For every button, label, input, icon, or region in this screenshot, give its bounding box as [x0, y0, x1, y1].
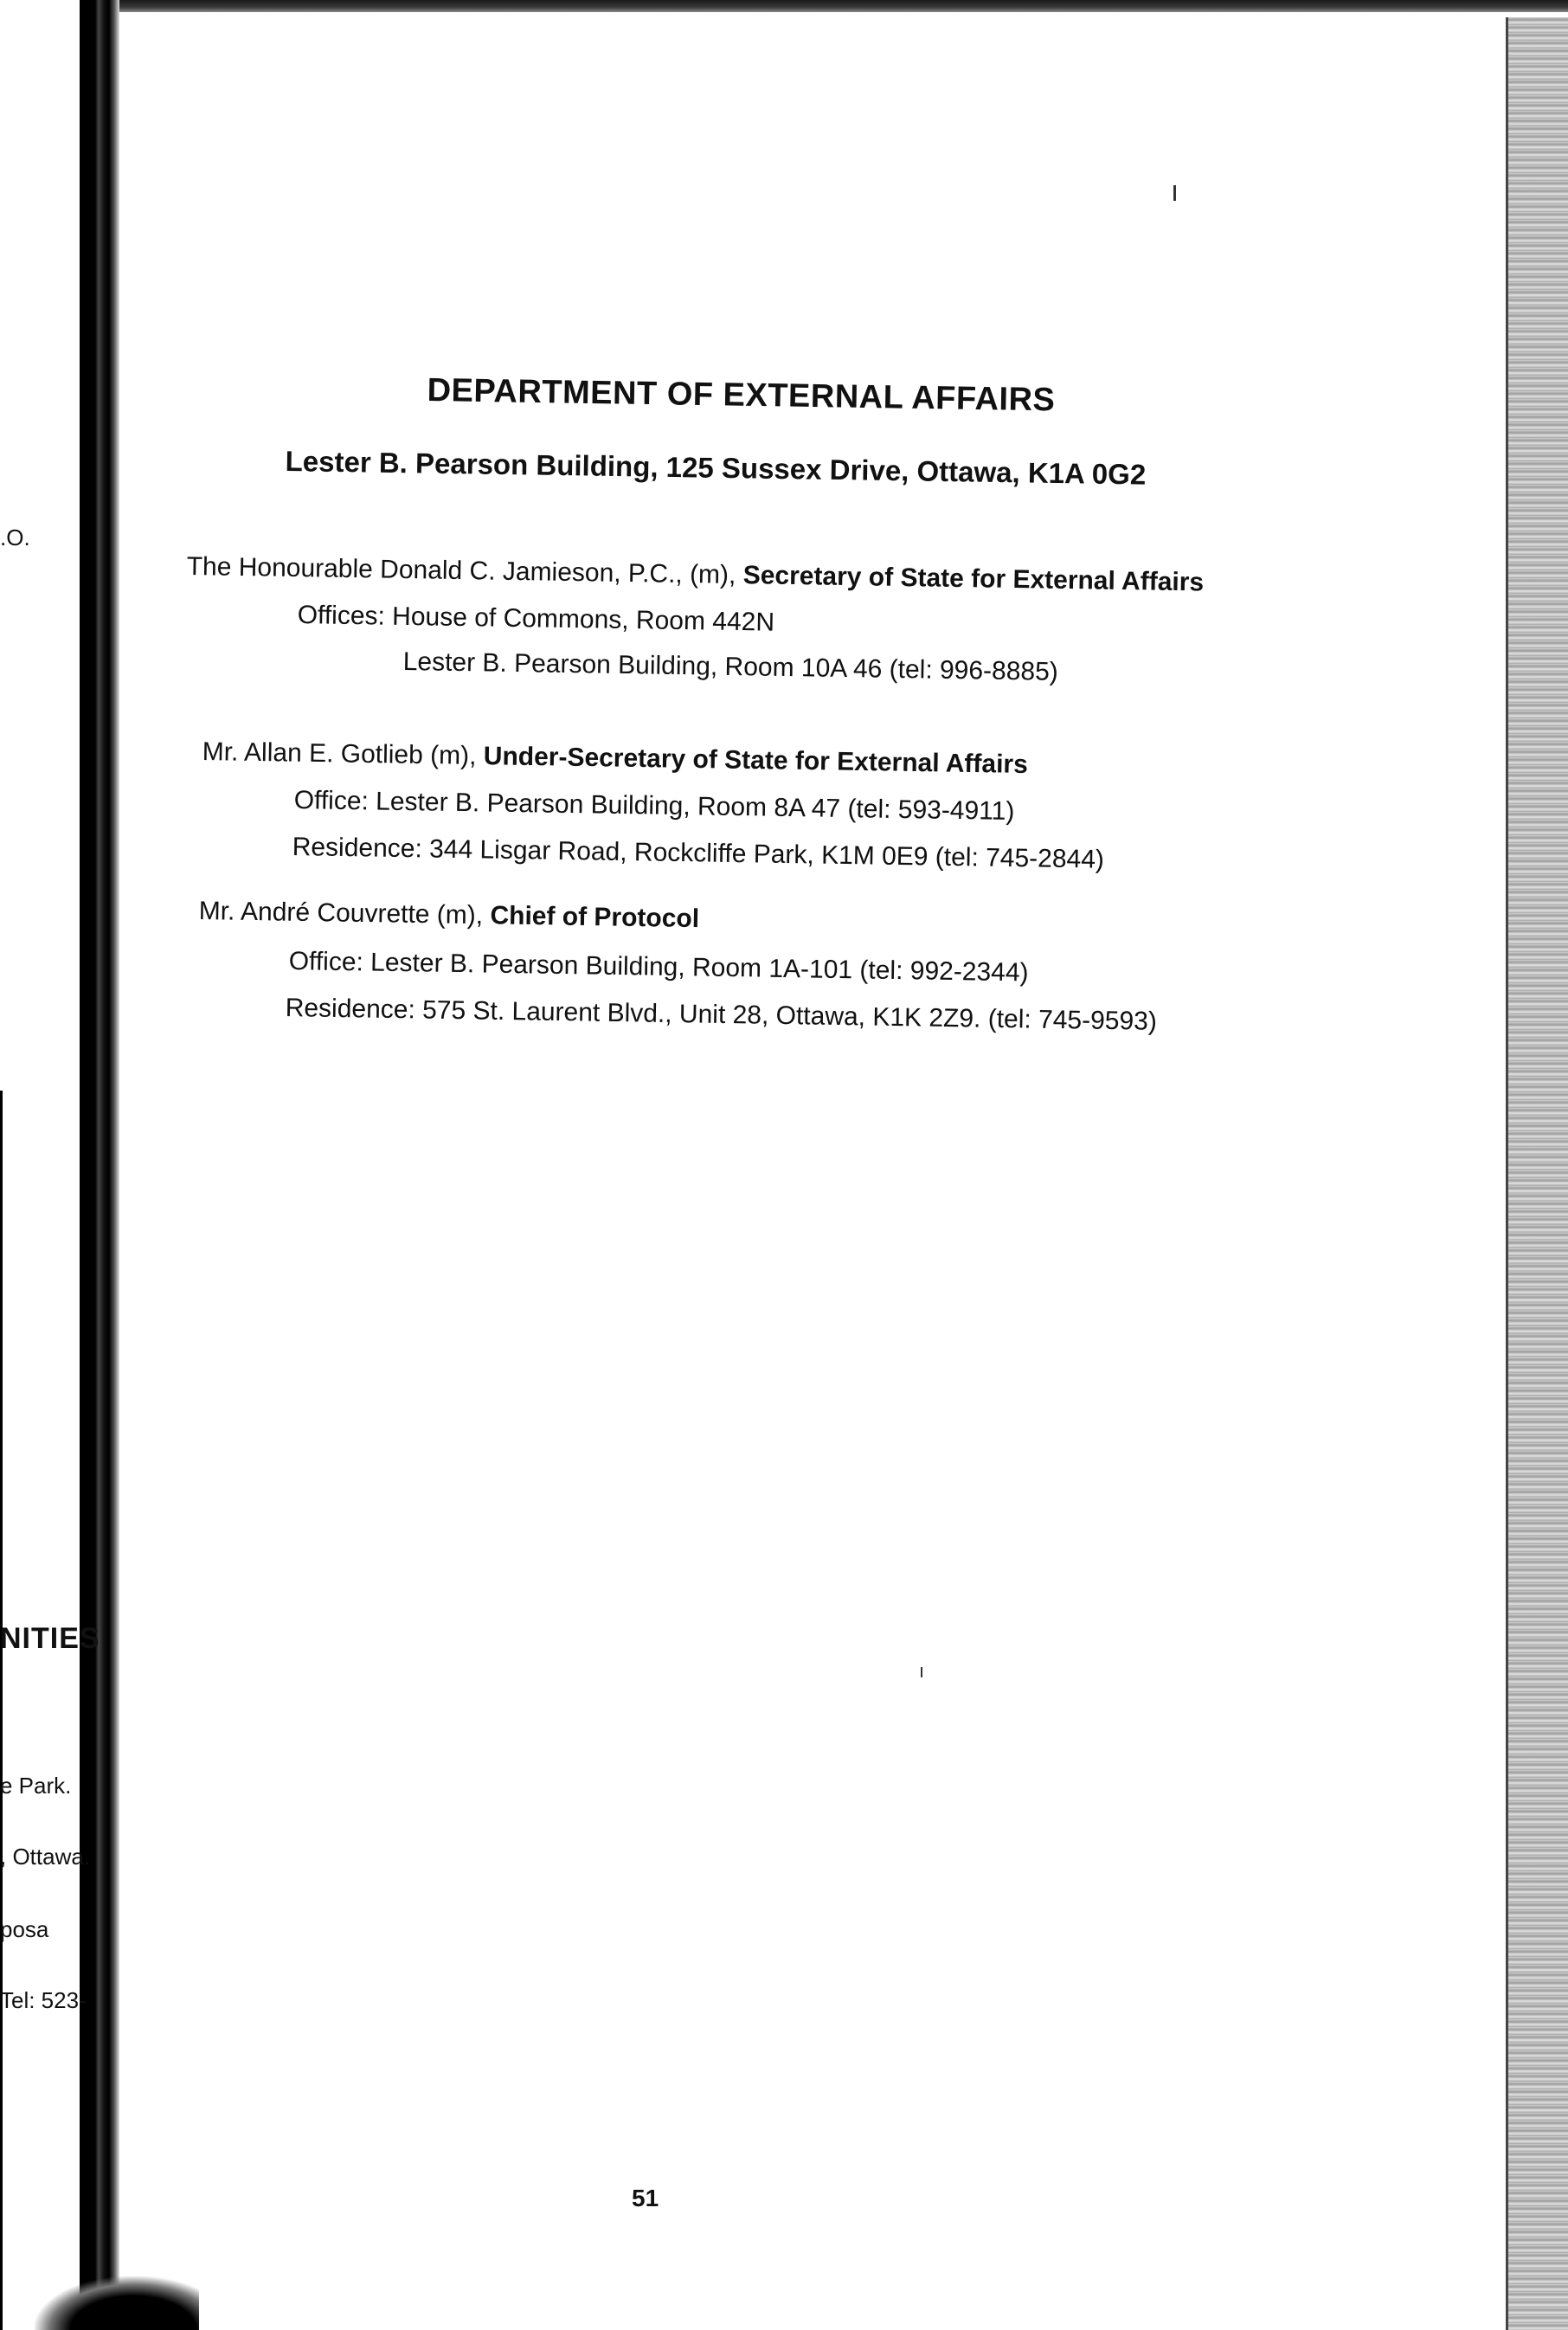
entry-name-line	[202, 737, 1028, 780]
page-title: DEPARTMENT OF EXTERNAL AFFAIRS	[427, 372, 1056, 419]
previous-page-fragment: , Ottawa.	[0, 1844, 91, 1870]
entry-name: Mr. Allan E. Gotlieb (m),	[202, 737, 477, 770]
entry-detail-line: Lester B. Pearson Building, Room 10A 46 (tel: 996-8885)	[402, 647, 1059, 686]
entry-detail-line: Residence: 575 St. Laurent Blvd., Unit 28, Ottawa, K1K 2Z9. (tel: 745-9593)	[285, 994, 1158, 1036]
previous-page-edge	[0, 1091, 3, 2330]
scan-speck	[1173, 185, 1176, 201]
book-spine	[80, 0, 119, 2330]
entry-role: Chief of Protocol	[490, 901, 700, 934]
scan-top-edge	[87, 0, 1568, 12]
entry-name-line	[198, 897, 699, 934]
department-address: Lester B. Pearson Building, 125 Sussex Drive, Ottawa, K1A 0G2	[285, 445, 1147, 491]
previous-page-fragment: posa	[0, 1916, 49, 1942]
previous-page-heading-fragment: NITIES	[0, 1622, 100, 1655]
page-right-edge	[1507, 17, 1568, 2330]
entry-detail-line: Office: Lester B. Pearson Building, Room 8A 47 (tel: 593-4911)	[293, 786, 1015, 827]
entry-name: Mr. André Couvrette (m),	[198, 897, 484, 930]
entry-name: The Honourable Donald C. Jamieson, P.C., (m),	[186, 552, 736, 589]
scan-speck	[921, 1667, 922, 1677]
page-number: 51	[632, 2185, 659, 2211]
book-spine-curl	[35, 2276, 199, 2330]
previous-page-fragment: e Park.	[0, 1773, 72, 1799]
entry-role: Under-Secretary of State for External Affairs	[483, 742, 1029, 779]
entry-role: Secretary of State for External Affairs	[742, 561, 1205, 597]
previous-page-fragment: .O.	[0, 525, 30, 550]
entry-name-line	[186, 552, 1204, 597]
entry-detail-line: Offices: House of Commons, Room 442N	[297, 601, 775, 637]
entry-detail-line: Residence: 344 Lisgar Road, Rockcliffe Park, K1M 0E9 (tel: 745-2844)	[292, 833, 1105, 874]
entry-detail-line: Office: Lester B. Pearson Building, Room 1A-101 (tel: 992-2344)	[288, 947, 1029, 988]
page-right-edge-line	[1506, 17, 1508, 2330]
previous-page-fragment: Tel: 523-	[0, 1987, 87, 2013]
